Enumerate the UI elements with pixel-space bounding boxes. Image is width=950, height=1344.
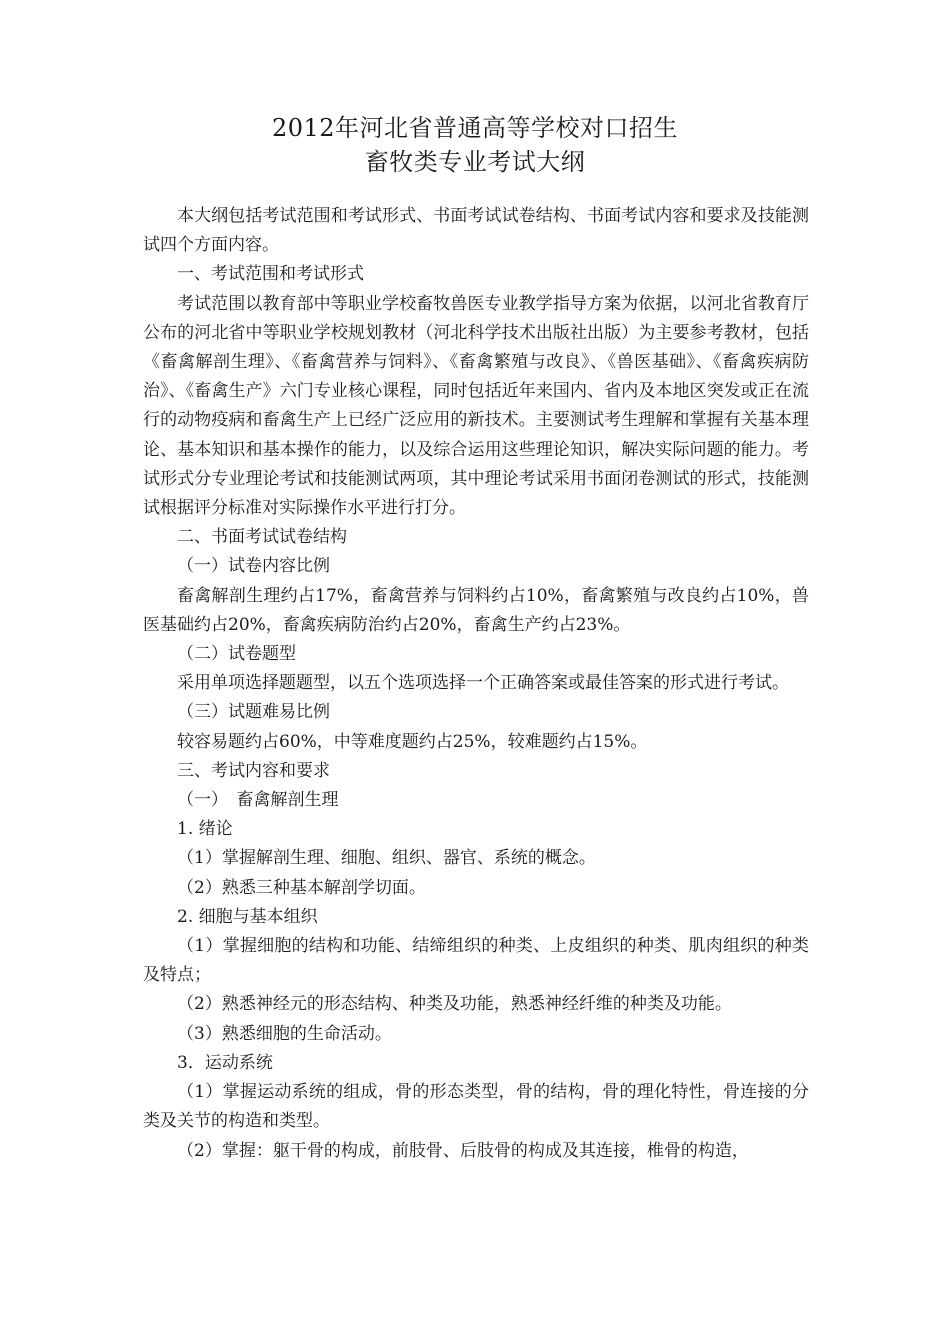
subsection-heading: （一）试卷内容比例 [177, 556, 330, 577]
paragraph-content-ratio: 畜禽解剖生理约占17%，畜禽营养与饲料约占10%，畜禽繁殖与改良约占10%，兽医基础约占20%，畜禽疾病防治约占20%，畜禽生产约占23%。 [143, 585, 809, 635]
list-item: （3）熟悉细胞的生命活动。 [177, 1023, 392, 1044]
topic-heading: 2. 细胞与基本组织 [177, 906, 318, 927]
section-heading-3: 三、考试内容和要求 [177, 760, 330, 781]
subsection-heading: （三）试题难易比例 [177, 702, 330, 723]
section-heading-1: 一、考试范围和考试形式 [177, 264, 364, 285]
paragraph-question-type: 采用单项选择题题型，以五个选项选择一个正确答案或最佳答案的形式进行考试。 [177, 673, 789, 694]
intro-paragraph: 本大纲包括考试范围和考试形式、书面考试试卷结构、书面考试内容和要求及技能测试四个方面内容。 [143, 206, 809, 256]
list-item: （1）掌握运动系统的组成，骨的形态类型，骨的结构，骨的理化特性，骨连接的分类及关节的构造和类型。 [143, 1082, 809, 1132]
topic-heading: 3．运动系统 [177, 1052, 273, 1073]
list-item: （1）掌握细胞的结构和功能、结缔组织的种类、上皮组织的种类、肌肉组织的种类及特点； [143, 936, 809, 986]
document-body [143, 202, 809, 1166]
section-heading-2: 二、书面考试试卷结构 [177, 527, 347, 548]
subsection-heading: （二）试卷题型 [177, 644, 296, 665]
list-item: （2）掌握：躯干骨的构成，前肢骨、后肢骨的构成及其连接，椎骨的构造， [177, 1140, 749, 1161]
paragraph-difficulty-ratio: 较容易题约占60%，中等难度题约占25%，较难题约占15%。 [177, 731, 648, 752]
document-title: 2012年河北省普通高等学校对口招生 [271, 114, 679, 142]
topic-heading: 1. 绪论 [177, 819, 233, 840]
list-item: （2）熟悉三种基本解剖学切面。 [177, 877, 426, 898]
list-item: （1）掌握解剖生理、细胞、组织、器官、系统的概念。 [177, 848, 596, 869]
subsection-heading: （一） 畜禽解剖生理 [177, 790, 339, 811]
paragraph-exam-scope: 考试范围以教育部中等职业学校畜牧兽医专业教学指导方案为依据，以河北省教育厅公布的河北省中等职业学校规划教材（河北科学技术出版社出版）为主要参考教材，包括《畜禽解剖生理》、《畜禽营养与饲料》、《畜禽繁殖与改良》、《兽医基础》、《畜禽疾病防治》、《畜禽生产》六门专业核心课程，同时包括近年来国内、省内及本地区突发或正在流行的动物疫病和畜禽生产上已经广泛应用的新技术。主要测试考生理解和掌握有关基本理论、基本知识和基本操作的能力，以及综合运用这些理论知识，解决实际问题的能力。考试形式分专业理论考试和技能测试两项，其中理论考试采用书面闭卷测试的形式，技能测试根据评分标准对实际操作水平进行打分。 [143, 293, 809, 519]
document-subtitle: 畜牧类专业考试大纲 [364, 148, 586, 176]
list-item: （2）熟悉神经元的形态结构、种类及功能，熟悉神经纤维的种类及功能。 [177, 994, 732, 1015]
